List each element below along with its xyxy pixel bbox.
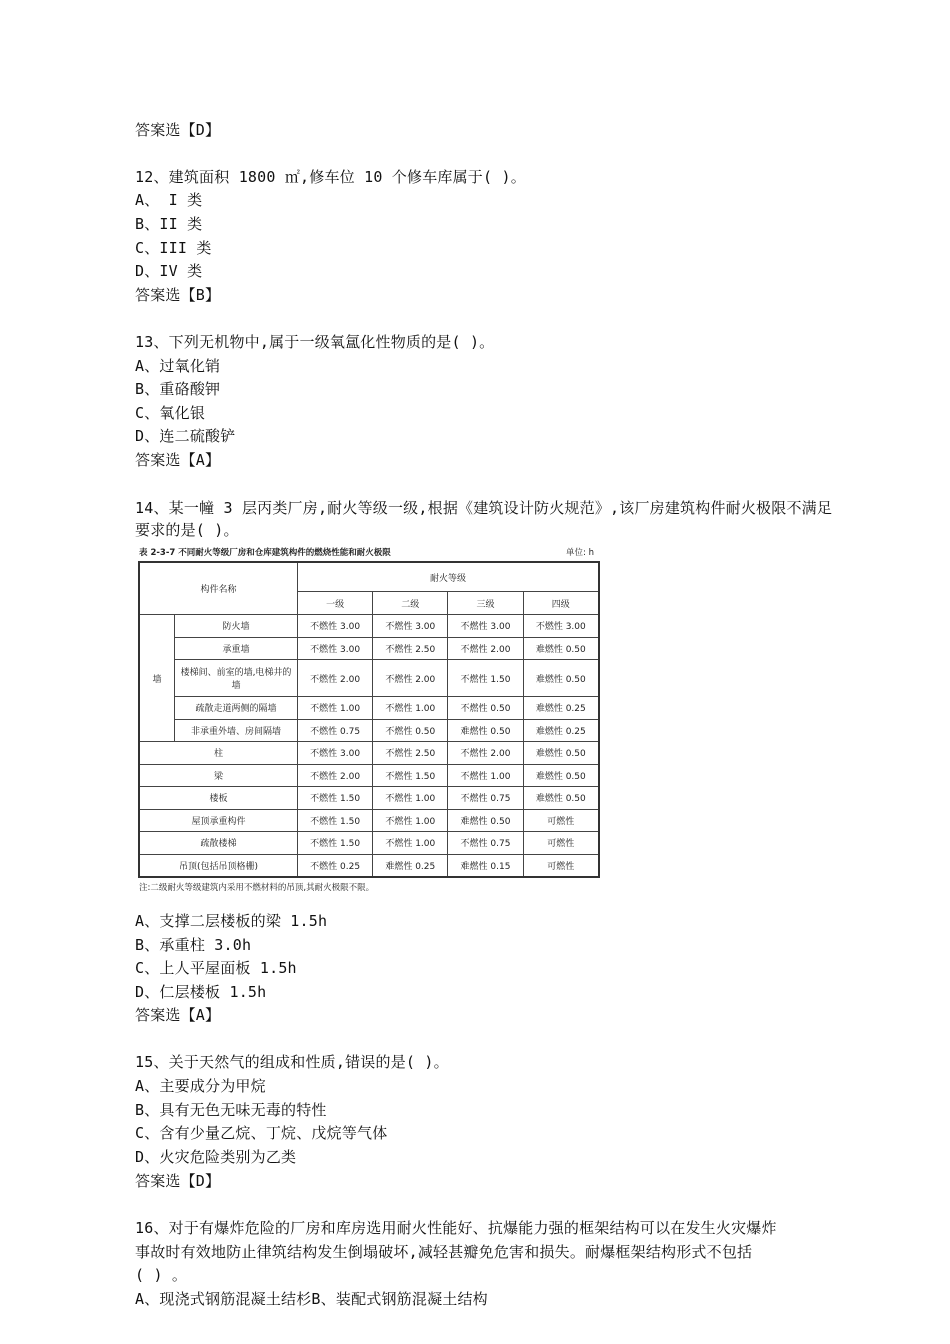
row-name: 屋顶承重构件 [139,809,298,832]
table-cell: 不燃性 1.00 [373,787,448,810]
option-13-c: C、氧化银 [135,404,206,422]
table-cell: 不燃性 1.00 [448,764,523,787]
fire-resistance-table [138,561,600,878]
wall-group-label: 墙 [139,615,175,742]
table-title: 表 2-3-7 不同耐火等级厂房和仓库建筑构件的燃烧性能和耐火极限 [139,548,391,558]
table-cell: 不燃性 3.00 [373,615,448,638]
option-15-a: A、主要成分为甲烷 [135,1077,266,1095]
table-cell: 难燃性 0.50 [523,660,599,697]
option-14-b: B、承重柱 3.0h [135,936,252,954]
table-cell: 不燃性 1.00 [373,809,448,832]
fire-resistance-table-figure [135,543,600,893]
table-cell: 不燃性 2.00 [448,637,523,660]
option-15-c: C、含有少量乙烷、丁烷、戊烷等气体 [135,1124,388,1142]
table-cell: 不燃性 2.00 [448,742,523,765]
option-13-b: B、重硌酸钾 [135,380,221,398]
table-cell: 不燃性 1.50 [448,660,523,697]
table-cell: 难燃性 0.25 [373,854,448,877]
table-cell: 难燃性 0.50 [523,637,599,660]
row-name: 疏散走道两侧的隔墙 [175,697,298,720]
row-name: 柱 [139,742,298,765]
option-13-a: A、过氧化销 [135,357,221,375]
row-name: 疏散楼梯 [139,832,298,855]
question-14: 14、某一幢 3 层丙类厂房,耐火等级一级,根据《建筑设计防火规范》,该厂房建筑构件耐火极限不满足要求的是( )。 [135,499,833,539]
table-cell: 难燃性 0.50 [448,809,523,832]
table-cell: 难燃性 0.50 [448,719,523,742]
table-cell: 不燃性 2.00 [298,660,373,697]
table-cell: 不燃性 1.50 [373,764,448,787]
table-cell: 难燃性 0.25 [523,697,599,720]
option-15-d: D、火灾危险类别为乙类 [135,1148,297,1166]
table-unit: 单位: h [566,548,594,558]
option-12-b: B、II 类 [135,215,203,233]
answer-q12: 答案选【B】 [135,286,221,304]
row-name: 楼板 [139,787,298,810]
row-name: 非承重外墙、房间隔墙 [175,719,298,742]
table-row [139,787,599,810]
table-cell: 不燃性 0.75 [448,832,523,855]
option-13-d: D、连二硫酸铲 [135,427,236,445]
row-name: 防火墙 [175,615,298,638]
table-cell: 不燃性 1.50 [298,832,373,855]
question-16-line-1: 16、对于有爆炸危险的厂房和库房选用耐火性能好、抗爆能力强的框架结构可以在发生火灾爆炸 [135,1219,777,1237]
col-header-component: 构件名称 [139,562,298,615]
table-cell: 不燃性 1.00 [373,832,448,855]
answer-q15: 答案选【D】 [135,1172,221,1190]
question-16-line-3: ( ) 。 [135,1266,188,1284]
table-cell: 不燃性 3.00 [523,615,599,638]
answer-q14: 答案选【A】 [135,1006,221,1024]
row-name: 吊顶(包括吊顶格栅) [139,854,298,877]
table-cell: 不燃性 2.00 [373,660,448,697]
table-cell: 难燃性 0.50 [523,764,599,787]
answer-q11: 答案选【D】 [135,121,221,139]
table-row [139,854,599,877]
option-12-a: A、 I 类 [135,191,203,209]
option-15-b: B、具有无色无味无毒的特性 [135,1101,327,1119]
table-cell: 不燃性 0.50 [448,697,523,720]
table-cell: 难燃性 0.50 [523,742,599,765]
question-16-line-2: 事故时有效地防止律筑结构发生倒塌破坏,减轻甚瓣免危害和损失。耐爆框架结构形式不包括 [135,1243,753,1261]
table-caption [135,543,600,561]
option-14-d: D、仁层楼板 1.5h [135,983,267,1001]
table-cell: 可燃性 [523,854,599,877]
table-cell: 不燃性 1.00 [373,697,448,720]
grade-header: 三级 [448,592,523,615]
row-name: 梁 [139,764,298,787]
grade-header: 二级 [373,592,448,615]
table-cell: 不燃性 3.00 [298,615,373,638]
table-row [139,832,599,855]
table-cell: 不燃性 0.75 [298,719,373,742]
table-note: 注:二级耐火等级建筑内采用不燃材料的吊顶,其耐火极限不限。 [139,883,375,893]
table-cell: 不燃性 2.00 [298,764,373,787]
table-row [139,660,599,697]
table-cell: 难燃性 0.25 [523,719,599,742]
question-13: 13、下列无机物中,属于一级氧氲化性物质的是( )。 [135,333,495,351]
table-cell: 不燃性 1.50 [298,809,373,832]
option-14-c: C、上人平屋面板 1.5h [135,959,297,977]
options-16-a-b: A、现浇式钢筋混凝土结杉B、装配式钢筋混凝土结构 [135,1290,488,1308]
table-cell: 不燃性 1.50 [298,787,373,810]
table-cell: 可燃性 [523,832,599,855]
question-15: 15、关于天然气的组成和性质,错误的是( )。 [135,1053,449,1071]
option-14-a: A、支撑二层楼板的梁 1.5h [135,912,328,930]
table-cell: 难燃性 0.50 [523,787,599,810]
table-row [139,764,599,787]
table-row [139,719,599,742]
table-cell: 不燃性 0.50 [373,719,448,742]
table-cell: 不燃性 0.25 [298,854,373,877]
table-cell: 不燃性 2.50 [373,742,448,765]
table-row [139,637,599,660]
table-row [139,697,599,720]
answer-q13: 答案选【A】 [135,451,221,469]
table-cell: 难燃性 0.15 [448,854,523,877]
table-cell: 不燃性 2.50 [373,637,448,660]
table-cell: 不燃性 0.75 [448,787,523,810]
row-name: 承重墙 [175,637,298,660]
option-12-c: C、III 类 [135,239,212,257]
grade-header: 四级 [523,592,599,615]
row-name: 楼梯间、前室的墙,电梯井的墙 [175,660,298,697]
table-cell: 不燃性 3.00 [448,615,523,638]
table-cell: 不燃性 3.00 [298,742,373,765]
table-cell: 不燃性 3.00 [298,637,373,660]
grade-header: 一级 [298,592,373,615]
option-12-d: D、IV 类 [135,262,203,280]
question-12: 12、建筑面积 1800 ㎡,修车位 10 个修车库属于( )。 [135,168,526,186]
table-row [139,615,599,638]
table-cell: 不燃性 1.00 [298,697,373,720]
table-row [139,809,599,832]
col-header-grade-group: 耐火等级 [298,562,600,592]
table-row [139,742,599,765]
table-cell: 可燃性 [523,809,599,832]
